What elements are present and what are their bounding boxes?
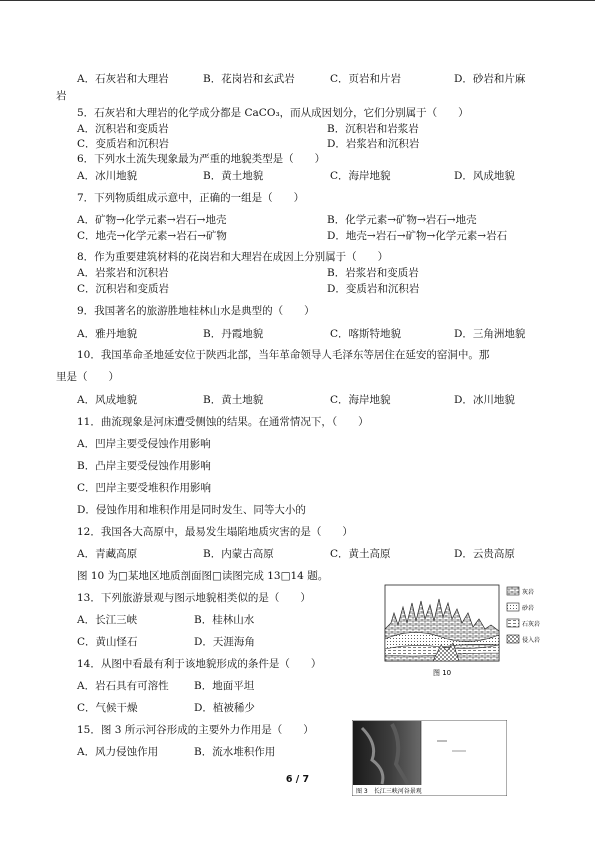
- q12-stem: 12．我国各大高原中，最易发生塌陷地质灾害的是（ ）: [77, 526, 353, 538]
- q5-option-c: C．变质岩和沉积岩: [77, 138, 170, 150]
- q13-option-b: B．桂林山水: [194, 614, 255, 626]
- q8-option-b: B．岩浆岩和变质岩: [327, 267, 419, 279]
- q6-stem: 6．下列水土流失现象最为严重的地貌类型是（ ）: [77, 153, 326, 165]
- q10-stem-continued: 里是（ ）: [56, 371, 119, 383]
- figure10-legend-1: 灰岩: [522, 589, 535, 596]
- figure10-legend-4: 侵入岩: [522, 637, 541, 644]
- q13-option-d: D．天涯海角: [194, 636, 255, 648]
- q7-option-b: B．化学元素→矿物→岩石→地壳: [327, 214, 477, 226]
- q7-stem: 7．下列物质组成示意中，正确的一组是（ ）: [77, 192, 305, 204]
- figure3-caption: 图 3 长江三峡河谷景观: [356, 788, 422, 795]
- q14-option-d: D．植被稀少: [194, 702, 255, 714]
- q12-option-c: C．黄土高原: [330, 548, 391, 560]
- q12-option-d: D．云贵高原: [454, 548, 515, 560]
- q10-option-a: A．风成地貌: [77, 394, 138, 406]
- q12-option-b: B．内蒙古高原: [203, 548, 274, 560]
- q7-option-d: D．地壳→岩石→矿物→化学元素→岩石: [327, 230, 508, 242]
- q7-option-a: A．矿物→化学元素→岩石→地壳: [77, 214, 227, 226]
- q5-option-b: B．沉积岩和岩浆岩: [327, 123, 419, 135]
- q11-option-a: A．凹岸主要受侵蚀作用影响: [77, 438, 211, 450]
- figure10-caption: 图 10: [433, 669, 452, 677]
- q9-stem: 9．我国著名的旅游胜地桂林山水是典型的（ ）: [77, 305, 315, 317]
- q4-option-c: C．页岩和片岩: [330, 73, 402, 85]
- q5-option-a: A．沉积岩和变质岩: [77, 123, 169, 135]
- q13-option-a: A．长江三峡: [77, 614, 138, 626]
- figure10-cross-section: [383, 583, 543, 683]
- q9-option-d: D．三角洲地貌: [454, 328, 526, 340]
- q6-option-b: B．黄土地貌: [203, 170, 264, 182]
- q10-option-b: B．黄土地貌: [203, 394, 264, 406]
- q14-option-c: C．气候干燥: [77, 702, 138, 714]
- q4-option-d: D．砂岩和片麻: [454, 73, 526, 85]
- q5-stem: 5．石灰岩和大理岩的化学成分都是 CaCO₃，而从成因划分，它们分别属于（ ）: [77, 107, 469, 119]
- q13-option-c: C．黄山怪石: [77, 636, 138, 648]
- q8-stem: 8．作为重要建筑材料的花岗岩和大理岩在成因上分别属于（ ）: [77, 251, 389, 263]
- q4-option-b: B．花岗岩和玄武岩: [203, 73, 295, 85]
- q14-option-b: B．地面平坦: [194, 680, 255, 692]
- q4-option-d-continued: 岩: [56, 90, 67, 102]
- q15-option-a: A．风力侵蚀作用: [77, 746, 159, 758]
- figure10: [383, 583, 543, 683]
- q6-option-c: C．海岸地貌: [330, 170, 391, 182]
- q11-stem: 11．曲流现象是河床遭受侧蚀的结果。在通常情况下，（ ）: [77, 416, 369, 428]
- page-number: 6 / 7: [285, 774, 310, 785]
- q14-stem: 14．从图中看最有利于该地貌形成的条件是（ ）: [77, 658, 322, 670]
- page-top-border: [0, 0, 595, 1]
- q8-option-c: C．沉积岩和变质岩: [77, 283, 170, 295]
- q11-option-d: D．侵蚀作用和堆积作用是同时发生、同等大小的: [77, 504, 306, 516]
- q9-option-b: B．丹霞地貌: [203, 328, 264, 340]
- q11-option-c: C．凹岸主要受堆积作用影响: [77, 482, 212, 494]
- q14-option-a: A．岩石具有可溶性: [77, 680, 169, 692]
- q9-option-a: A．雅丹地貌: [77, 328, 138, 340]
- q8-option-d: D．变质岩和沉积岩: [327, 283, 420, 295]
- q7-option-c: C．地壳→化学元素→岩石→矿物: [77, 230, 227, 242]
- figure10-intro: 图 10 为□某地区地质剖面图□读图完成 13□14 题。: [77, 570, 329, 582]
- q10-option-c: C．海岸地貌: [330, 394, 391, 406]
- q12-option-a: A．青藏高原: [77, 548, 138, 560]
- q15-option-b: B．流水堆积作用: [194, 746, 276, 758]
- q5-option-d: D．岩浆岩和沉积岩: [327, 138, 420, 150]
- figure10-legend-3: 石灰岩: [522, 621, 541, 628]
- q9-option-c: C．喀斯特地貌: [330, 328, 402, 340]
- q6-option-d: D．风成地貌: [454, 170, 515, 182]
- q6-option-a: A．冰川地貌: [77, 170, 138, 182]
- figure10-legend-2: 砂岩: [522, 605, 535, 612]
- q10-option-d: D．冰川地貌: [454, 394, 515, 406]
- q11-option-b: B．凸岸主要受侵蚀作用影响: [77, 460, 211, 472]
- q15-stem: 15．图 3 所示河谷形成的主要外力作用是（ ）: [77, 724, 314, 736]
- q8-option-a: A．岩浆岩和沉积岩: [77, 267, 169, 279]
- q4-option-a: A．石灰岩和大理岩: [77, 73, 169, 85]
- q13-stem: 13．下列旅游景观与图示地貌相类似的是（ ）: [77, 592, 311, 604]
- q10-stem: 10．我国革命圣地延安位于陕西北部，当年革命领导人毛泽东等居住在延安的窑洞中。那: [77, 349, 490, 361]
